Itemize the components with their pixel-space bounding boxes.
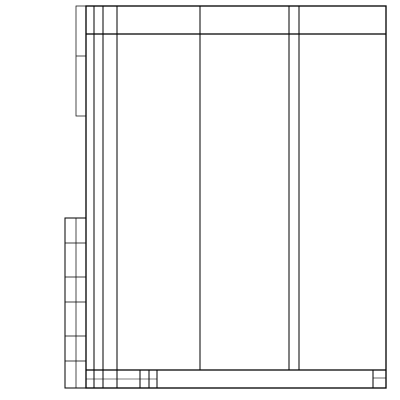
top-strip-frame xyxy=(76,6,86,116)
side-strip-frame xyxy=(65,218,86,388)
title-block xyxy=(86,370,386,388)
sheet-frame xyxy=(86,6,386,388)
column-lines xyxy=(94,6,299,370)
